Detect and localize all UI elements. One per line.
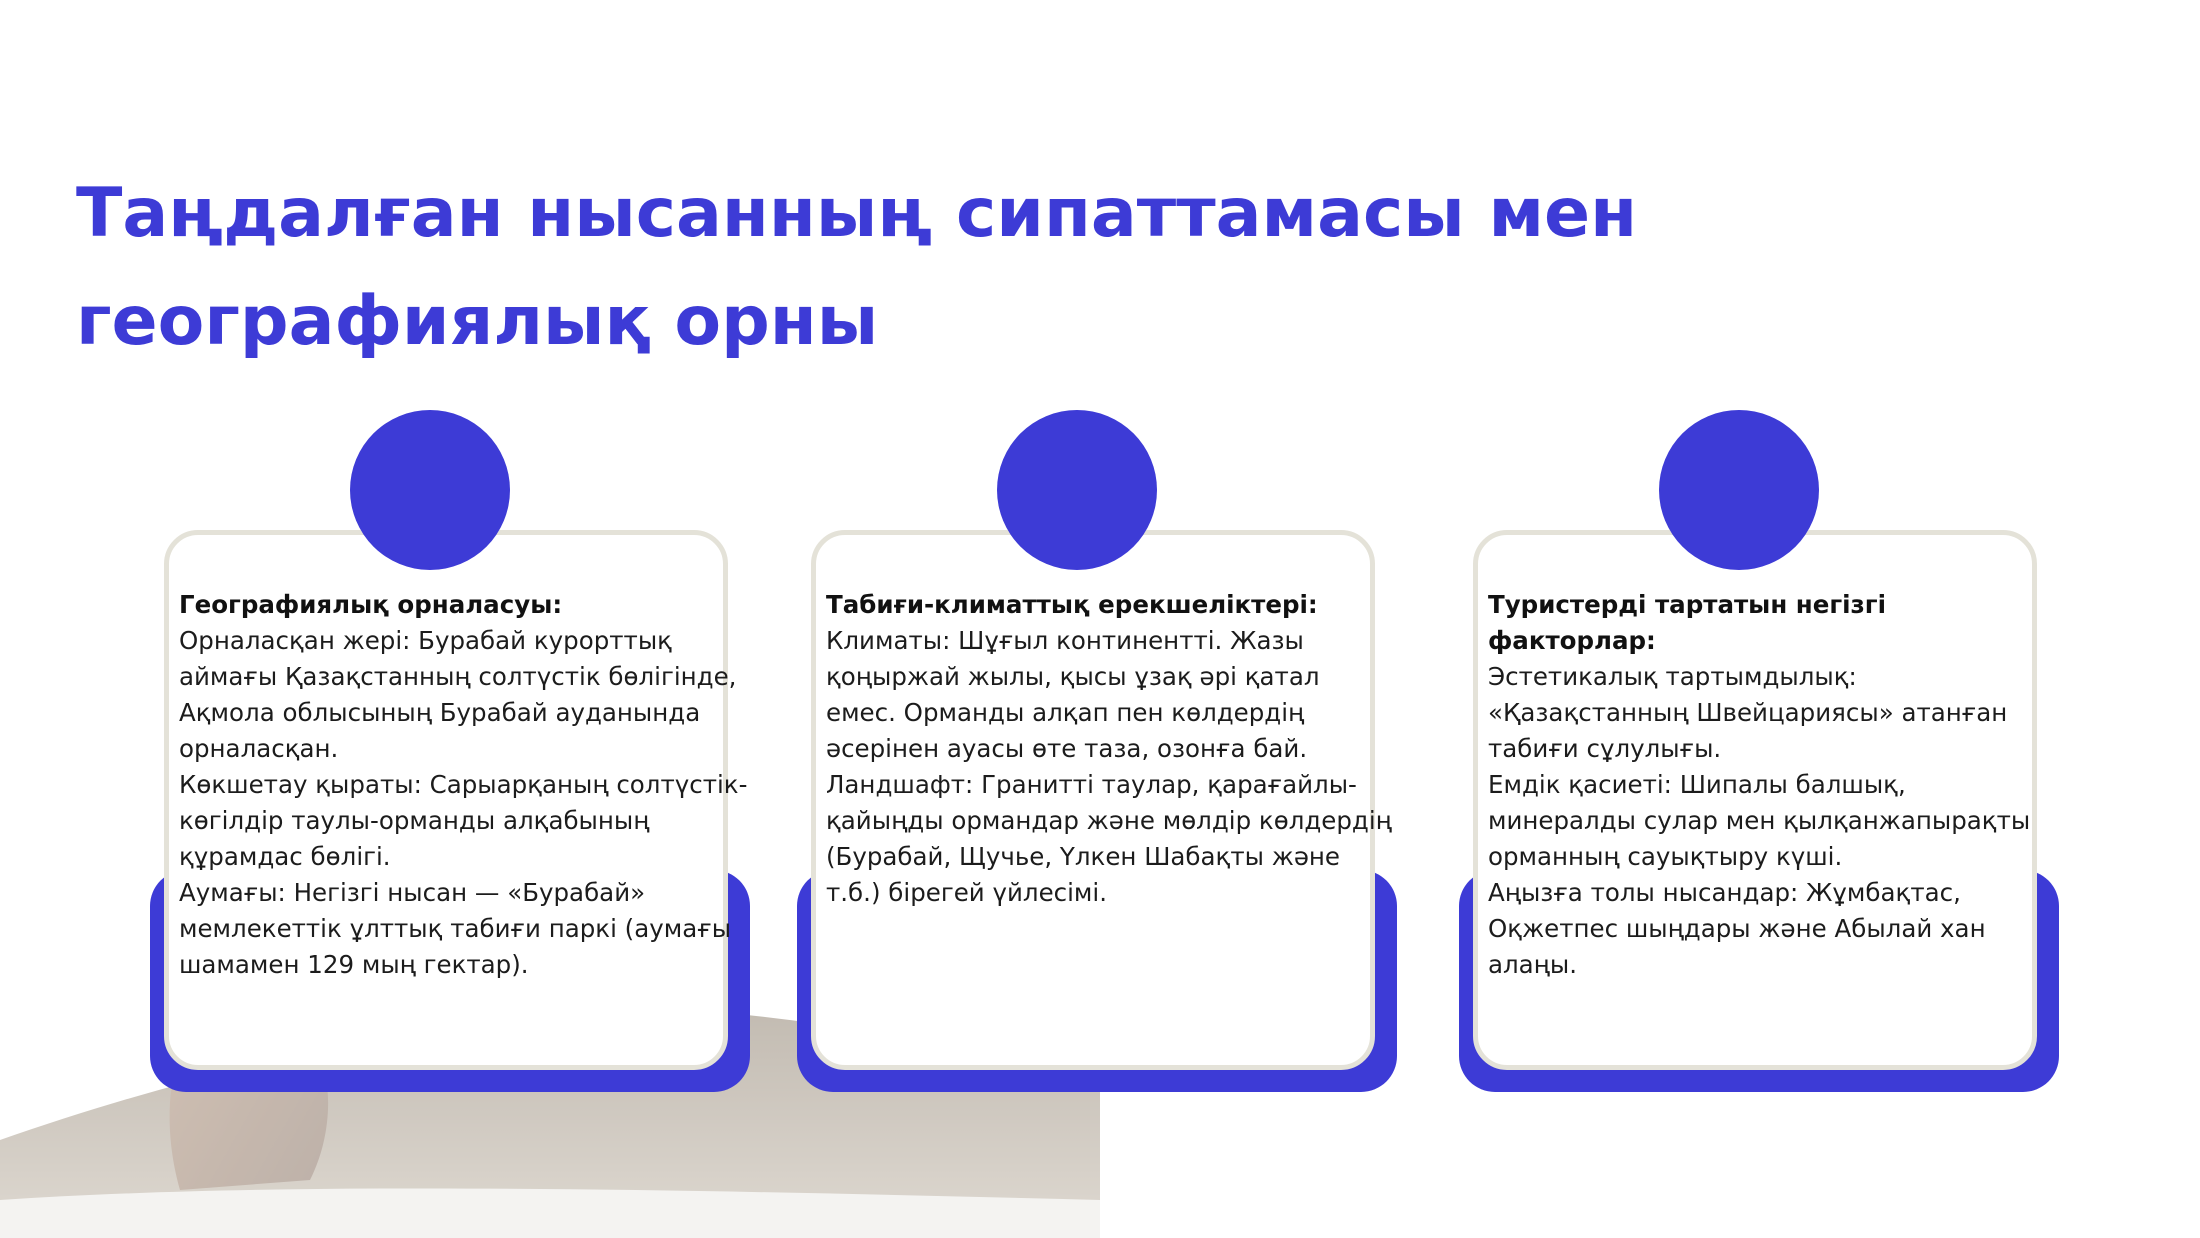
- card-heading: Географиялық орналасуы:: [179, 590, 563, 619]
- card-content: [179, 587, 749, 983]
- card-line: Емдік қасиеті: Шипалы балшық, минералды сулар мен қылқанжапырақты орманның сауықтыру күші.: [1488, 770, 2031, 871]
- card-circle-marker: [997, 410, 1157, 570]
- info-card-climate: [797, 410, 1397, 1090]
- card-line: Аумағы: Негізгі нысан — «Бурабай» мемлекеттік ұлттық табиғи паркі (аумағы шамамен 129 мың гектар).: [179, 878, 732, 979]
- card-panel: [811, 530, 1392, 1070]
- card-line: Эстетикалық тартымдылық: «Қазақстанның Швейцариясы» атанған табиғи сұлулығы.: [1488, 662, 2008, 763]
- card-heading: Табиғи-климаттық ерекшеліктері:: [826, 590, 1318, 619]
- card-line: Ландшафт: Гранитті таулар, қарағайлы-қайыңды ормандар және мөлдір көлдердің (Бурабай, Щучье, Үлкен Шабақты және т.б.) бірегей үйлесімі.: [826, 770, 1392, 907]
- card-heading: Туристерді тартатын негізгі факторлар:: [1488, 590, 1886, 655]
- card-panel: [164, 530, 748, 1070]
- card-line: Климаты: Шұғыл континентті. Жазы қоңыржай жылы, қысы ұзақ әрі қатал емес. Орманды алқап пен көлдердің әсерінен ауасы өте таза, озонға бай.: [826, 626, 1320, 763]
- slide-title: Таңдалған нысанның сипаттамасы мен географиялық орны: [76, 174, 1638, 361]
- card-panel: [1473, 530, 2037, 1070]
- card-content: [826, 587, 1396, 911]
- card-line: Көкшетау қыраты: Сарыарқаның солтүстік-көгілдір таулы-орманды алқабының құрамдас бөлігі.: [179, 770, 748, 871]
- card-content: [1488, 587, 2058, 983]
- card-circle-marker: [1659, 410, 1819, 570]
- card-circle-marker: [350, 410, 510, 570]
- info-card-attractions: [1459, 410, 2059, 1090]
- card-line: Орналасқан жері: Бурабай курорттық аймағы Қазақстанның солтүстік бөлігінде, Ақмола облысының Бурабай ауданында орналасқан.: [179, 626, 737, 763]
- card-line: Аңызға толы нысандар: Жұмбақтас, Оқжетпес шыңдары және Абылай хан алаңы.: [1488, 878, 1986, 979]
- info-card-geography: [150, 410, 750, 1090]
